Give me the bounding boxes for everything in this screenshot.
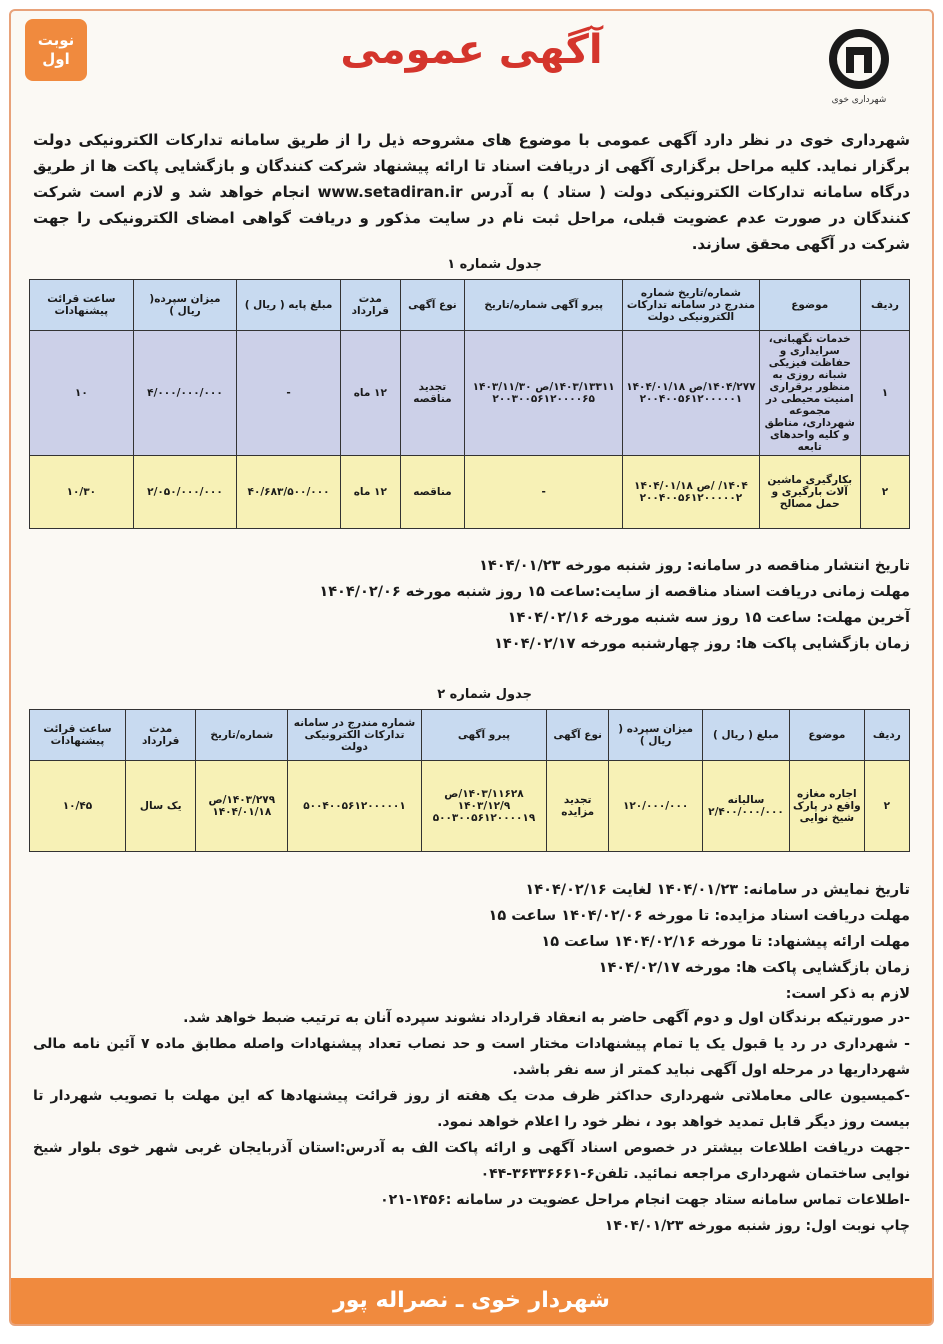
table1-cell: ۱۴۰۳/۱۳۳۱۱/ص ۱۴۰۳/۱۱/۳۰ ۲۰۰۳۰۰۵۶۱۲۰۰۰۰۶۵ xyxy=(465,331,623,456)
table1-header: مدت قرارداد xyxy=(340,280,400,331)
badge-line-2: اول xyxy=(42,50,70,68)
table2-cell: ۲ xyxy=(864,761,909,852)
table2-header: ردیف xyxy=(864,710,909,761)
note-item: - شهرداری در رد یا قبول یک یا تمام پیشنهادات مختار است و حد نصاب تعداد پیشنهادات واصله مطابق ماده ۷ آئین نامه مالی شهرداریها در مرحله اول آگهی نباید کمتر از سه نفر باشد. xyxy=(33,1036,910,1078)
date-line: تاریخ نمایش در سامانه: ۱۴۰۴/۰۱/۲۳ لغایت ۱۴۰۴/۰۲/۱۶ xyxy=(525,882,910,898)
table2-cell: ۱۲۰/۰۰۰/۰۰۰ xyxy=(609,761,703,852)
table2-header: میزان سپرده ( ریال ) xyxy=(609,710,703,761)
table1-header: پیرو آگهی شماره/تاریخ xyxy=(465,280,623,331)
date-line: زمان بازگشایی پاکت ها: مورخه ۱۴۰۴/۰۲/۱۷ xyxy=(598,960,910,976)
date-line: مهلت زمانی دریافت اسناد مناقصه از سایت:ساعت ۱۵ روز شنبه مورخه ۱۴۰۴/۰۲/۰۶ xyxy=(319,584,910,600)
table1-cell: خدمات نگهبانی، سرایداری و حفاظت فیزیکی شبانه روزی به منظور برقراری امنیت محیطی در مجموعه شهرداری، مناطق و کلیه واحدهای تابعه xyxy=(759,331,860,456)
table1-header: موضوع xyxy=(759,280,860,331)
table1-header: نوع آگهی xyxy=(400,280,464,331)
table1-cell: بکارگیری ماشین آلات بارگیری و حمل مصالح xyxy=(759,456,860,529)
page-title: آگهی عمومی xyxy=(340,27,603,73)
notice-page xyxy=(9,9,934,1326)
table1-header-row xyxy=(30,280,910,331)
table1-cell: ۱۰ xyxy=(30,331,134,456)
table2-header: شماره/تاریخ xyxy=(196,710,288,761)
table1-header: ردیف xyxy=(860,280,909,331)
table1-cell: - xyxy=(237,331,341,456)
table2-cell: سالیانه ۲/۴۰۰/۰۰۰/۰۰۰ xyxy=(702,761,789,852)
table2-cell: تجدید مزایده xyxy=(547,761,609,852)
date-line: آخرین مهلت: ساعت ۱۵ روز سه شنبه مورخه ۱۴۰۴/۰۲/۱۶ xyxy=(507,610,910,626)
table1-cell: ۱۰/۳۰ xyxy=(30,456,134,529)
table-row xyxy=(30,456,910,529)
table1 xyxy=(29,279,910,529)
table-row xyxy=(30,761,910,852)
date-line: مهلت ارائه پیشنهاد: تا مورخه ۱۴۰۴/۰۲/۱۶ ساعت ۱۵ xyxy=(541,934,910,950)
table1-cell: ۲/۰۵۰/۰۰۰/۰۰۰ xyxy=(133,456,237,529)
table1-header: ساعت قرائت پیشنهادات xyxy=(30,280,134,331)
table2-header-row xyxy=(30,710,910,761)
date-line: زمان بازگشایی پاکت ها: روز چهارشنبه مورخه ۱۴۰۴/۰۲/۱۷ xyxy=(494,636,910,652)
table1-cell: ۱ xyxy=(860,331,909,456)
table1-cell: مناقصه xyxy=(400,456,464,529)
table2-dates xyxy=(488,877,910,1007)
note-item: -جهت دریافت اطلاعات بیشتر در خصوص اسناد آگهی و ارائه پاکت الف به آدرس:استان آذربایجان غربی شهر خوی بلوار شیخ نوایی ساختمان شهرداری مراجعه نمائید. تلفن۶-۳۶۳۳۶۶۶۱-۰۴۴ xyxy=(33,1140,910,1182)
table1-cell: ۲ xyxy=(860,456,909,529)
table1-dates xyxy=(319,553,910,657)
note-item: -کمیسیون عالی معاملاتی شهرداری حداکثر ظرف مدت یک هفته از روز قرائت پیشنهادها که این مهلت با تصویب شهردار تا بیست روز دیگر قابل تمدید خواهد بود ، نظر خود را اعلام خواهد نمود. xyxy=(33,1088,910,1130)
footer-signature: شهردار خوی ـ نصراله پور xyxy=(11,1278,932,1324)
logo-caption: شهرداری خوی xyxy=(831,95,887,105)
table2-caption: جدول شماره ۲ xyxy=(437,687,532,702)
table1-cell: تجدید مناقصه xyxy=(400,331,464,456)
table1-header: میزان سپرده( ریال ) xyxy=(133,280,237,331)
table2-header: مبلغ ( ریال ) xyxy=(702,710,789,761)
note-item: -اطلاعات تماس سامانه ستاد جهت انجام مراحل عضویت در سامانه :۱۴۵۶-۰۲۱ xyxy=(380,1192,910,1208)
note-heading: لازم به ذکر است: xyxy=(785,986,910,1002)
table1-cell: ۴/۰۰۰/۰۰۰/۰۰۰ xyxy=(133,331,237,456)
table1-cell: ۱۴۰۴/ /ص ۱۴۰۴/۰۱/۱۸ ۲۰۰۴۰۰۵۶۱۲۰۰۰۰۰۲ xyxy=(623,456,759,529)
date-line: مهلت دریافت اسناد مزایده: تا مورخه ۱۴۰۴/۰۲/۰۶ ساعت ۱۵ xyxy=(488,908,910,924)
table2-header: ساعت قرائت پیشنهادات xyxy=(30,710,126,761)
note-item: -در صورتیکه برندگان اول و دوم آگهی حاضر به انعقاد قرارداد نشوند سپرده آنان به ترتیب ضبط خواهد شد. xyxy=(183,1010,910,1026)
table2-cell: ۱۴۰۳/۲۷۹/ص ۱۴۰۴/۰۱/۱۸ xyxy=(196,761,288,852)
table2-header: مدت قرارداد xyxy=(125,710,196,761)
table1-cell: - xyxy=(465,456,623,529)
note-item: چاپ نوبت اول: روز شنبه مورخه ۱۴۰۴/۰۱/۲۳ xyxy=(604,1218,910,1234)
table2-header: پیرو آگهی xyxy=(421,710,546,761)
table1-cell: ۱۲ ماه xyxy=(340,456,400,529)
table1-caption: جدول شماره ۱ xyxy=(447,257,542,272)
table2-cell: ۱۰/۴۵ xyxy=(30,761,126,852)
badge-line-1: نوبت xyxy=(37,30,75,49)
table1-cell: ۱۲ ماه xyxy=(340,331,400,456)
table1-cell: ۱۴۰۴/۲۷۷/ص ۱۴۰۴/۰۱/۱۸ ۲۰۰۴۰۰۵۶۱۲۰۰۰۰۰۱ xyxy=(623,331,759,456)
table2-cell: ۱۴۰۳/۱۱۶۲۸/ص ۱۴۰۳/۱۲/۹ ۵۰۰۳۰۰۵۶۱۲۰۰۰۰۱۹ xyxy=(421,761,546,852)
intro-paragraph: شهرداری خوی در نظر دارد آگهی عمومی با موضوع های مشروحه ذیل را از طریق سامانه تدارکات الکترونیکی دولت برگزار نماید. کلیه مراحل برگزاری آگهی از دریافت اسناد تا ارائه پیشنهاد شرکت کنندگان و بازگشایی پاکت ها از طریق درگاه سامانه تدارکات الکترونیکی دولت ( ستاد ) به آدرس www.setadiran.ir انجام خواهد شد و لازم است شرکت کنندگان در صورت عدم عضویت قبلی، مراحل ثبت نام در سایت مذکور و دریافت گواهی امضای الکترونیکی را جهت شرکت در آگهی محقق سازند. xyxy=(33,131,910,253)
date-line: تاریخ انتشار مناقصه در سامانه: روز شنبه مورخه ۱۴۰۴/۰۱/۲۳ xyxy=(479,558,910,574)
table2-cell: یک سال xyxy=(125,761,196,852)
table2-header: نوع آگهی xyxy=(547,710,609,761)
table2-cell: اجاره مغازه واقع در پارک شیخ نوایی xyxy=(789,761,864,852)
table1-header: شماره/تاریخ شماره مندرج در سامانه تدارکات الکترونیکی دولت xyxy=(623,280,759,331)
table-row xyxy=(30,331,910,456)
notes-list xyxy=(33,1005,910,1239)
table2-header: شماره مندرج در سامانه تدارکات الکترونیکی دولت xyxy=(288,710,422,761)
table1-cell: ۴۰/۶۸۳/۵۰۰/۰۰۰ xyxy=(237,456,341,529)
table1-header: مبلغ پایه ( ریال ) xyxy=(237,280,341,331)
table2-header: موضوع xyxy=(789,710,864,761)
table2-cell: ۵۰۰۴۰۰۵۶۱۲۰۰۰۰۰۱ xyxy=(288,761,422,852)
table2 xyxy=(29,709,910,852)
